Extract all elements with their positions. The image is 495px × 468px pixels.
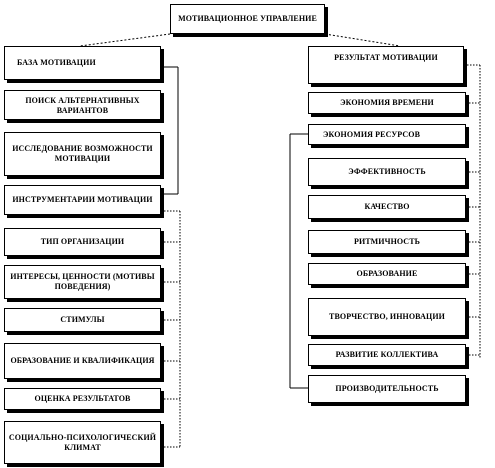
- right-item-box-5: [308, 263, 466, 285]
- left-item-box-0: [4, 90, 161, 120]
- right-header-box: [308, 46, 464, 84]
- left-item-box-6: [4, 343, 161, 379]
- left-item-box-8: [4, 421, 161, 464]
- right-item-label-5: ОБРАЗОВАНИЕ: [356, 269, 418, 278]
- right-item-label-0: ЭКОНОМИЯ ВРЕМЕНИ: [340, 98, 434, 107]
- right-item-label-4: РИТМИЧНОСТЬ: [353, 237, 421, 246]
- right-item-box-0: [308, 92, 466, 114]
- right-item-label-3: КАЧЕСТВО: [364, 202, 410, 211]
- left-item-box-4: [4, 265, 161, 299]
- root-label: МОТИВАЦИОННОЕ УПРАВЛЕНИЕ: [178, 14, 317, 23]
- right-item-box-1: [308, 124, 466, 145]
- left-item-label-0: ПОИСК АЛЬТЕРНАТИВНЫХ ВАРИАНТОВ: [25, 96, 140, 115]
- right-item-box-4: [308, 230, 466, 254]
- left-item-label-2: ИНСТРУМЕНТАРИИ МОТИВАЦИИ: [12, 195, 153, 204]
- right-item-box-8: [308, 375, 466, 403]
- right-item-box-7: [308, 344, 466, 366]
- right-item-box-6: [308, 298, 466, 336]
- left-item-label-8: СОЦИАЛЬНО-ПСИХОЛОГИЧЕСКИЙ КЛИМАТ: [8, 432, 157, 452]
- root-to-right-connector: [325, 34, 400, 46]
- right-item-label-7: РАЗВИТИЕ КОЛЛЕКТИВА: [335, 350, 439, 359]
- right-item-box-3: [308, 195, 466, 219]
- left-item-label-3: ТИП ОРГАНИЗАЦИИ: [40, 237, 125, 246]
- root-to-left-connector: [80, 34, 170, 46]
- root-box: [170, 4, 325, 34]
- right-item-label-8: ПРОИЗВОДИТЕЛЬНОСТЬ: [335, 384, 439, 393]
- left-item-label-1: ИССЛЕДОВАНИЕ ВОЗМОЖНОСТИ МОТИВАЦИИ: [12, 144, 153, 163]
- left-item-box-3: [4, 228, 161, 256]
- right-item-label-2: ЭФФЕКТИВНОСТЬ: [348, 167, 426, 176]
- left-item-label-4: ИНТЕРЕСЫ, ЦЕННОСТИ (МОТИВЫ ПОВЕДЕНИЯ): [10, 272, 155, 291]
- left-header-box: [4, 46, 161, 80]
- left-item-box-5: [4, 308, 161, 332]
- left-item-box-1: [4, 132, 161, 176]
- left-item-box-2: [4, 185, 161, 215]
- left-header-label: БАЗА МОТИВАЦИИ: [17, 58, 96, 67]
- left-item-label-7: ОЦЕНКА РЕЗУЛЬТАТОВ: [34, 394, 131, 403]
- left-item-label-6: ОБРАЗОВАНИЕ И КВАЛИФИКАЦИЯ: [10, 356, 155, 365]
- right-item-box-2: [308, 158, 466, 186]
- right-item-label-1: ЭКОНОМИЯ РЕСУРСОВ: [323, 129, 421, 139]
- right-item-label-6: ТВОРЧЕСТВО, ИННОВАЦИИ: [329, 312, 445, 321]
- right-header-label: РЕЗУЛЬТАТ МОТИВАЦИИ: [334, 53, 438, 62]
- left-item-box-7: [4, 388, 161, 410]
- left-item-label-5: СТИМУЛЫ: [60, 315, 105, 324]
